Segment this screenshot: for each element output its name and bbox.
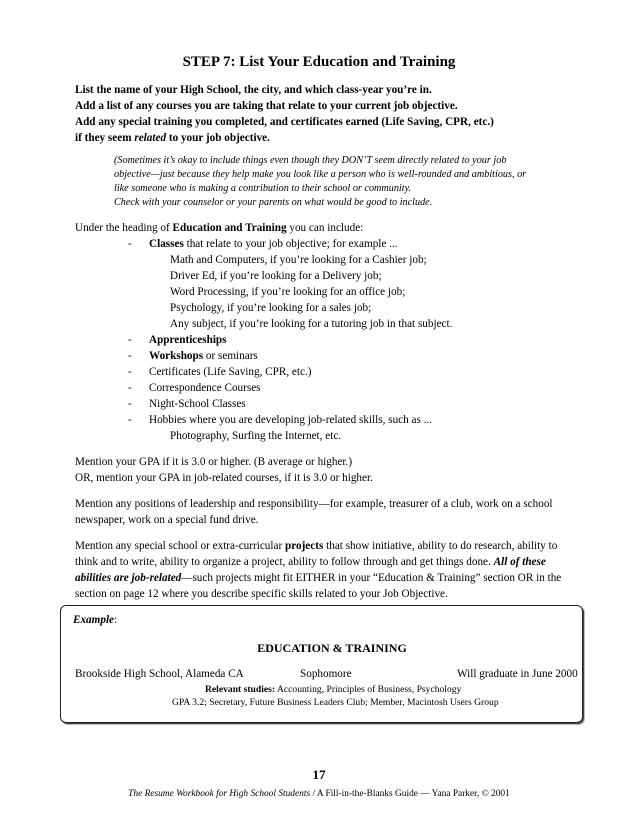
intro-line-4: [75, 132, 270, 146]
correspondence-text: Correspondence Courses: [149, 382, 261, 394]
footer-title: The Resume Workbook for High School Students: [128, 789, 311, 799]
apprenticeships-label: Apprenticeships: [149, 334, 227, 346]
under-heading-bold: Education and Training: [172, 222, 287, 234]
list-item-workshops: [128, 350, 258, 364]
example-relevant-label: Relevant studies:: [205, 684, 276, 695]
hobbies-text: Hobbies where you are developing job-related skills, such as ...: [149, 414, 433, 426]
projects-line-1: [75, 540, 557, 554]
bullet-dash: -: [128, 366, 132, 378]
under-heading-line: [75, 222, 363, 236]
projects-bold: projects: [285, 540, 324, 552]
note-line-3: like someone who is making a contribution to their school or community.: [114, 183, 412, 194]
page-number: 17: [312, 767, 326, 782]
projects-line-2-text: think and to write, ability to organize a project, ability to follow through and get things done.: [75, 556, 494, 568]
classes-text: that relate to your job objective; for example ...: [183, 238, 398, 250]
bullet-dash: -: [128, 238, 132, 250]
note-line-2: objective—just because they help make you look like a person who is well-rounded and ambitious, or: [114, 169, 527, 180]
footer-rest: / A Fill-in-the-Blanks Guide — Yana Parker, © 2001: [310, 789, 510, 799]
list-item-certificates: [128, 366, 312, 380]
example-school: Brookside High School, Alameda CA: [75, 668, 244, 680]
certificates-text: Certificates (Life Saving, CPR, etc.): [149, 366, 312, 378]
projects-line-4: section on page 12 where you describe specific skills related to your Job Objective.: [75, 588, 448, 600]
note-line-1: (Sometimes it’s okay to include things even though they DON’T seem directly related to your job: [114, 155, 507, 166]
classes-label: Classes: [149, 238, 184, 250]
intro-line-1: List the name of your High School, the city, and which class-year you’re in.: [75, 84, 432, 96]
projects-post: that show initiative, ability to do research, ability to: [323, 540, 558, 552]
example-gpa-line: GPA 3.2; Secretary, Future Business Leaders Club; Member, Macintosh Users Group: [172, 697, 499, 708]
intro-line-4-emphasis: related: [134, 132, 167, 144]
projects-line-3-emphasis: abilities are job-related: [75, 572, 182, 584]
class-example: Driver Ed, if you’re looking for a Delivery job;: [170, 270, 382, 282]
example-label-line: [73, 614, 117, 628]
under-heading-pre: Under the heading of: [75, 222, 173, 234]
bullet-dash: -: [128, 382, 132, 394]
intro-line-4-pre: if they seem: [75, 132, 135, 144]
class-example: Psychology, if you’re looking for a sales job;: [170, 302, 372, 314]
workshops-text: or seminars: [203, 350, 258, 362]
bullet-dash: -: [128, 334, 132, 346]
gpa-line-2: OR, mention your GPA in job-related courses, if it is 3.0 or higher.: [75, 472, 373, 484]
projects-line-2-emphasis: All of these: [493, 556, 546, 568]
intro-line-3: Add any special training you completed, and certificates earned (Life Saving, CPR, etc.): [75, 116, 494, 128]
class-example: Any subject, if you’re looking for a tutoring job in that subject.: [170, 318, 453, 330]
list-item-classes: [128, 238, 398, 252]
class-example: Word Processing, if you’re looking for an office job;: [170, 286, 406, 298]
intro-line-2: Add a list of any courses you are taking that relate to your current job objective.: [75, 100, 458, 112]
gpa-line-1: Mention your GPA if it is 3.0 or higher. (B average or higher.): [75, 456, 353, 468]
bullet-dash: -: [128, 414, 132, 426]
hobbies-example: Photography, Surfing the Internet, etc.: [170, 430, 342, 442]
example-relevant-line: [205, 683, 461, 697]
projects-line-2: [75, 556, 546, 570]
class-example: Math and Computers, if you’re looking for a Cashier job;: [170, 254, 427, 266]
list-item-correspondence: [128, 382, 261, 396]
example-year: Sophomore: [300, 668, 352, 680]
example-heading: EDUCATION & TRAINING: [257, 641, 407, 655]
example-relevant-text: Accounting, Principles of Business, Psychology: [275, 684, 462, 695]
leadership-line-2: newspaper, work on a special fund drive.: [75, 514, 259, 526]
note-line-4: Check with your counselor or your parents on what would be good to include.: [114, 197, 433, 208]
example-colon: :: [114, 614, 118, 626]
example-label: Example: [73, 614, 115, 626]
footer: [0, 788, 638, 802]
under-heading-post: you can include:: [286, 222, 364, 234]
workshops-label: Workshops: [149, 350, 204, 362]
leadership-line-1: Mention any positions of leadership and responsibility—for example, treasurer of a club, work on a school: [75, 498, 553, 510]
page-title: STEP 7: List Your Education and Training: [182, 54, 456, 70]
bullet-dash: -: [128, 398, 132, 410]
list-item-hobbies: [128, 414, 432, 428]
example-graduation: Will graduate in June 2000: [457, 668, 578, 680]
list-item-night-school: [128, 398, 246, 412]
list-item-apprenticeships: [128, 334, 227, 348]
intro-line-4-post: to your job objective.: [166, 132, 270, 144]
projects-pre: Mention any special school or extra-curricular: [75, 540, 285, 552]
projects-line-3: [75, 572, 561, 586]
bullet-dash: -: [128, 350, 132, 362]
night-school-text: Night-School Classes: [149, 398, 246, 410]
projects-line-3-text: —such projects might fit EITHER in your “Education & Training” section OR in the: [181, 572, 562, 584]
